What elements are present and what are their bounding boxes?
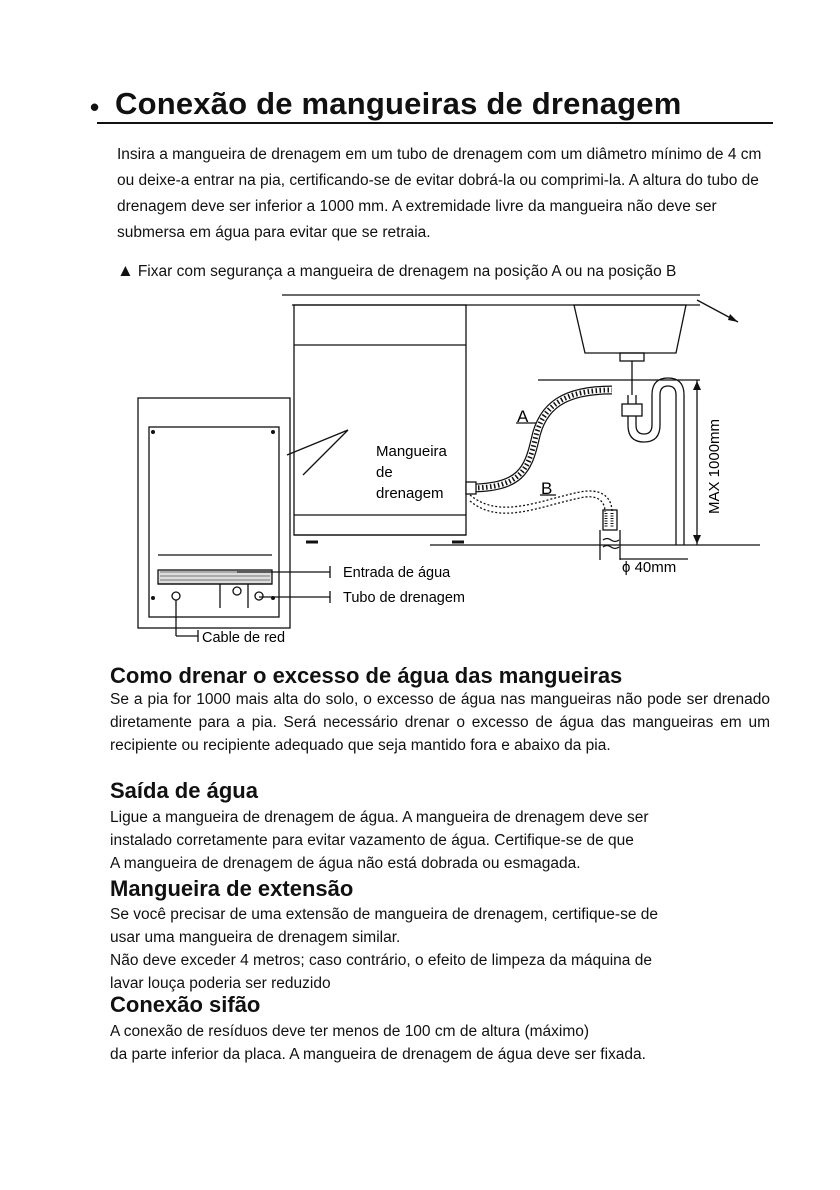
water-inlet-label: Entrada de água [343,565,451,581]
section-body-drain-excess: Se a pia for 1000 mais alta do solo, o excesso de água nas mangueiras não pode ser drenado diretamente para a pia. Será necessário drenar o excesso de água das mangueiras em um recipiente ou recipiente adequado que seja mantido fora e abaixo da pia. [110,691,770,754]
section-body-siphon [110,1020,770,1066]
section-title-siphon: Conexão sifão [110,992,261,1017]
section-title-water-outlet: Saída de água [110,778,258,803]
max-height-label: MAX 1000mm [706,418,723,514]
section-line: A conexão de resíduos deve ter menos de 100 cm de altura (máximo) [110,1023,590,1040]
hose-label-line1: Mangueira [376,443,447,460]
section-line: Se você precisar de uma extensão de mangueira de drenagem, certifique-se de [110,906,658,923]
section-line: Não deve exceder 4 metros; caso contrário, o efeito de limpeza da máquina de [110,952,652,969]
section-title-hose-extension: Mangueira de extensão [110,876,354,901]
hose-label-line3: drenagem [376,485,444,502]
drain-pipe-label: Tubo de drenagem [343,590,465,606]
callout-pointer [287,430,348,475]
page-title: Conexão de mangueiras de drenagem [115,86,682,121]
section-line: Ligue a mangueira de drenagem de água. A mangueira de drenagem deve ser [110,809,649,826]
drain-hose-position-a [470,390,612,488]
section-line: usar uma mangueira de drenagem similar. [110,929,401,946]
section-line: da parte inferior da placa. A mangueira de drenagem de água deve ser fixada. [110,1046,646,1063]
intro-paragraph: Insira a mangueira de drenagem em um tubo de drenagem com um diâmetro mínimo de 4 cm ou deixe-a entrar na pia, certificando-se de evitar dobrá-la ou comprimi-la. A altura do tubo de drenagem deve ser inferior a 1000 mm. A extremidade livre da mangueira não deve ser submersa em água para evitar que se retraia. [117,146,762,241]
section-title-drain-excess: Como drenar o excesso de água das mangueiras [110,663,623,688]
section-line: instalado corretamente para evitar vazamento de água. Certifique-se de que [110,832,634,849]
section-body-water-outlet [110,806,770,875]
position-a-label: A [517,407,529,426]
power-cable-label: Cable de red [202,630,286,646]
warning-triangle-icon: ▲ [117,261,134,280]
section-line: A mangueira de drenagem de água não está dobrada ou esmagada. [110,855,581,872]
position-b-label: B [541,479,553,498]
section-body-hose-extension [110,903,770,995]
diameter-label: ϕ 40mm [622,559,677,576]
title-bullet: • [90,92,100,122]
hose-label-line2: de [376,464,393,481]
warning-text: Fixar com segurança a mangueira de drenagem na posição A ou na posição B [137,263,677,280]
sink-basin [574,305,686,353]
section-line: lavar louça poderia ser reduzido [110,975,331,992]
rear-view-inset [138,398,290,628]
